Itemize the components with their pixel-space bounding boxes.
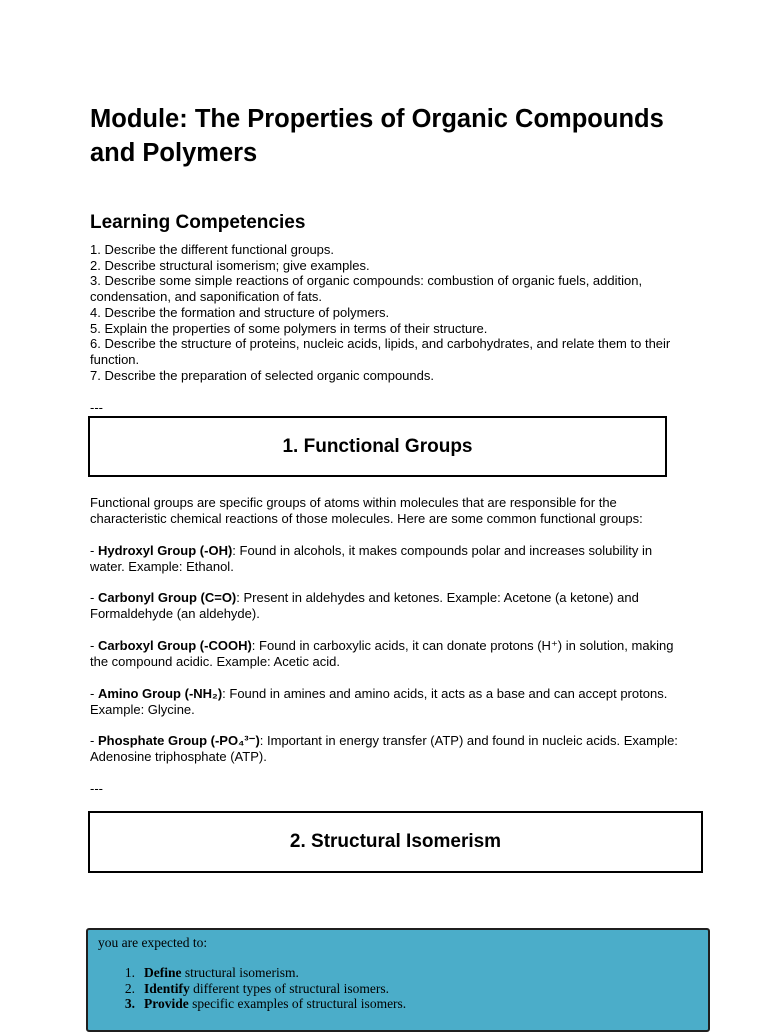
group-description: : Found in alcohols, it makes compounds polar and increases solubility in water. Example: Ethanol. xyxy=(90,543,653,574)
separator: --- xyxy=(90,400,103,415)
page-title: Module: The Properties of Organic Compounds and Polymers xyxy=(90,105,664,167)
group-name: Hydroxyl Group (-OH) xyxy=(97,543,233,558)
callout-list-item xyxy=(98,965,406,981)
competency-item: 4. Describe the formation and structure of polymers. xyxy=(90,304,390,320)
item-prefix: - xyxy=(90,543,98,558)
callout-list xyxy=(98,965,406,1012)
functional-group-item xyxy=(90,590,690,621)
item-text: specific examples of structural isomers. xyxy=(188,996,407,1011)
item-verb: Provide xyxy=(144,996,189,1011)
competencies-list xyxy=(90,242,690,383)
item-prefix: - xyxy=(90,638,98,653)
competency-item: 5. Explain the properties of some polymers in terms of their structure. xyxy=(90,320,488,336)
item-verb: Define xyxy=(144,965,182,980)
competency-item: 6. Describe the structure of proteins, nucleic acids, lipids, and carbohydrates, and relate them to their function. xyxy=(90,336,671,367)
functional-group-item xyxy=(90,543,690,574)
competency-item: 7. Describe the preparation of selected organic compounds. xyxy=(90,367,434,383)
group-description: : Found in amines and amino acids, it acts as a base and can accept protons. Example: Glycine. xyxy=(90,686,668,717)
section-heading-text: 2. Structural Isomerism xyxy=(289,831,502,852)
competency-item: 3. Describe some simple reactions of organic compounds: combustion of organic fuels, addition, condensation, and saponification of fats. xyxy=(90,273,643,305)
item-prefix: - xyxy=(90,686,98,701)
group-description: : Found in carboxylic acids, it can donate protons (H⁺) in solution, making the compound acidic. Example: Acetic acid. xyxy=(90,638,674,669)
item-number: 1. xyxy=(124,965,135,980)
functional-group-item xyxy=(90,733,690,764)
item-verb: Identify xyxy=(144,980,190,996)
functional-group-item xyxy=(90,638,690,669)
separator: --- xyxy=(90,781,103,796)
group-description: : Present in aldehydes and ketones. Example: Acetone (a ketone) and Formaldehyde (an aldehyde). xyxy=(90,590,639,621)
section-heading-text: 1. Functional Groups xyxy=(282,435,473,457)
learning-competencies-heading: Learning Competencies xyxy=(90,212,306,233)
group-name: Carbonyl Group (C=O) xyxy=(97,590,237,605)
callout-intro: you are expected to: xyxy=(98,935,208,950)
callout-list-item xyxy=(98,981,406,997)
group-name: Carboxyl Group (-COOH) xyxy=(97,638,252,653)
functional-groups-intro: Functional groups are specific groups of atoms within molecules that are responsible for the characteristic chemical reactions of those molecules. Here are some common functional groups: xyxy=(90,495,643,526)
item-text: structural isomerism. xyxy=(181,965,299,980)
item-prefix: - xyxy=(90,590,98,605)
group-description: : Important in energy transfer (ATP) and found in nucleic acids. Example: Adenosine triphosphate (ATP). xyxy=(90,733,678,764)
item-number: 2. xyxy=(124,980,135,996)
section-heading-functional-groups xyxy=(88,416,667,477)
group-name: Amino Group (-NH₂) xyxy=(97,686,223,701)
competency-item: 2. Describe structural isomerism; give examples. xyxy=(90,257,370,273)
item-prefix: - xyxy=(90,733,98,748)
competency-item: 1. Describe the different functional groups. xyxy=(90,242,335,257)
item-number: 3. xyxy=(124,996,135,1011)
section-heading-structural-isomerism xyxy=(88,811,703,873)
group-name: Phosphate Group (-PO₄³⁻) xyxy=(97,733,260,748)
objectives-callout xyxy=(86,928,710,1032)
item-text: different types of structural isomers. xyxy=(189,980,389,996)
callout-list-item xyxy=(98,996,406,1012)
functional-group-item xyxy=(90,686,690,717)
